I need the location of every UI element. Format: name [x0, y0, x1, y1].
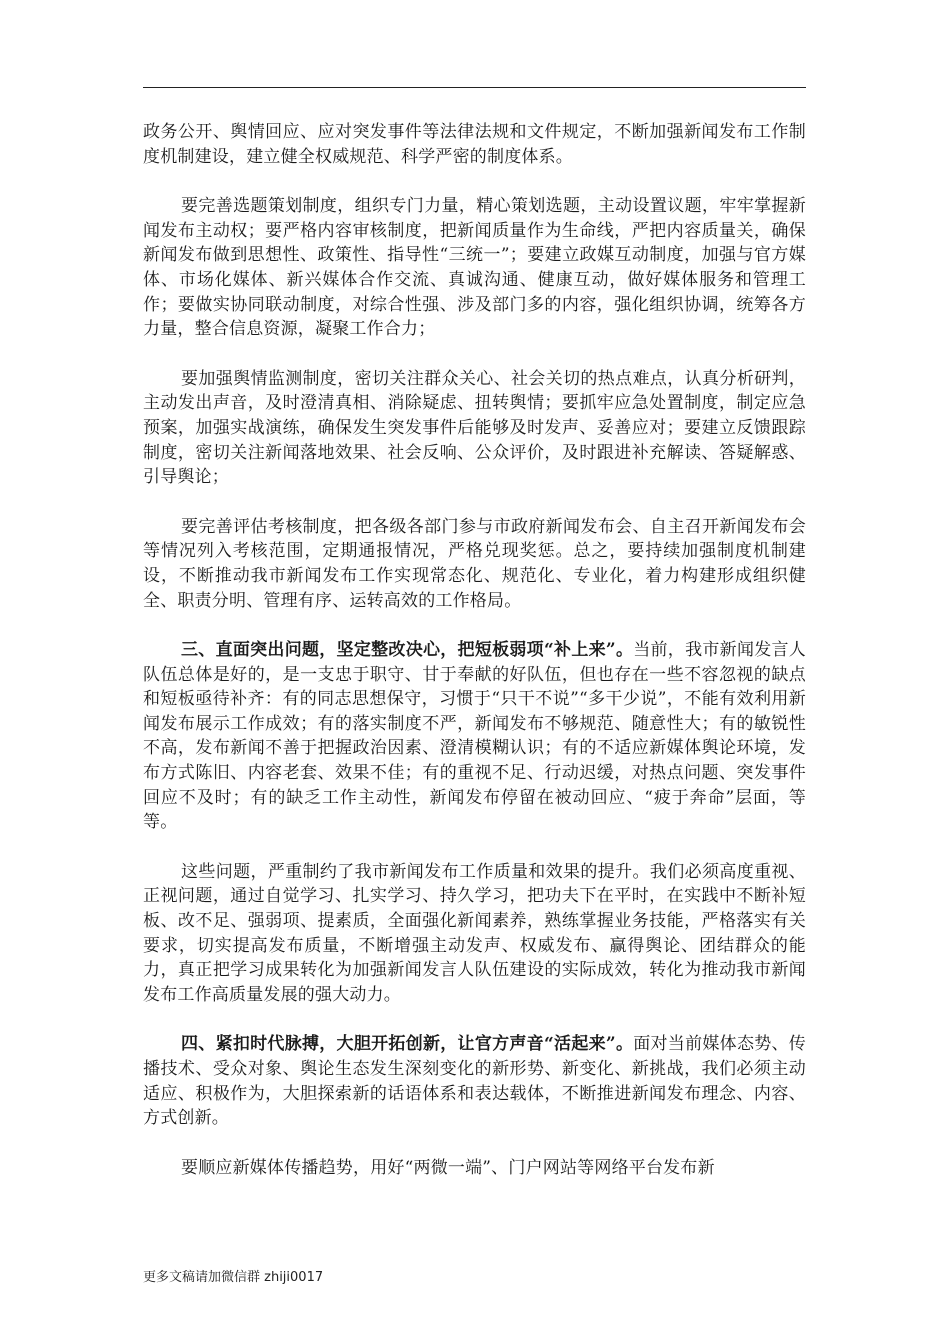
document-body — [143, 120, 806, 1180]
paragraph-text: 要完善选题策划制度，组织专门力量，精心策划选题，主动设置议题，牢牢掌握新闻发布主动权；要严格内容审核制度，把新闻质量作为生命线，严把内容质量关，确保新闻发布做到思想性、政策性、指导性“三统一”；要建立政媒互动制度，加强与官方媒体、市场化媒体、新兴媒体合作交流、真诚沟通、健康互动，做好媒体服务和管理工作；要做实协同联动制度，对综合性强、涉及部门多的内容，强化组织协调，统筹各方力量，整合信息资源，凝聚工作合力； — [143, 196, 806, 340]
section-heading-3: 三、直面突出问题，坚定整改决心，把短板弱项“补上来”。 — [181, 640, 634, 661]
paragraph-text: 要加强舆情监测制度，密切关注群众关心、社会关切的热点难点，认真分析研判，主动发出声音，及时澄清真相、消除疑虑、扭转舆情；要抓牢应急处置制度，制定应急预案，加强实战演练，确保发生突发事件后能够及时发声、妥善应对；要建立反馈跟踪制度，密切关注新闻落地效果、社会反响、公众评价，及时跟进补充解读、答疑解惑、引导舆论； — [143, 368, 806, 488]
paragraph-3 — [143, 367, 806, 490]
paragraph-text: 当前，我市新闻发言人队伍总体是好的，是一支忠于职守、甘于奉献的好队伍，但也存在一些不容忽视的缺点和短板亟待补齐：有的同志思想保守，习惯于“只干不说”“多干少说”，不能有效利用新闻发布展示工作成效；有的落实制度不严，新闻发布不够规范、随意性大；有的敏锐性不高，发布新闻不善于把握政治因素、澄清模糊认识；有的不适应新媒体舆论环境，发布方式陈旧、内容老套、效果不佳；有的重视不足、行动迟缓，对热点问题、突发事件回应不及时；有的缺乏工作主动性，新闻发布停留在被动回应、“疲于奔命”层面，等等。 — [143, 640, 806, 833]
paragraph-7 — [143, 1032, 806, 1130]
paragraph-6 — [143, 860, 806, 1008]
paragraph-text: 要顺应新媒体传播趋势，用好“两微一端”、门户网站等网络平台发布新 — [181, 1157, 715, 1178]
paragraph-5 — [143, 638, 806, 835]
header-rule — [143, 87, 806, 88]
paragraph-text: 面对当前媒体态势、传播技术、受众对象、舆论生态发生深刻变化的新形势、新变化、新挑战，我们必须主动适应、积极作为，大胆探索新的话语体系和表达载体，不断推进新闻发布理念、内容、方式创新。 — [143, 1034, 806, 1129]
paragraph-8 — [143, 1156, 806, 1181]
paragraph-2 — [143, 194, 806, 342]
paragraph-text: 政务公开、舆情回应、应对突发事件等法律法规和文件规定，不断加强新闻发布工作制度机制建设，建立健全权威规范、科学严密的制度体系。 — [143, 122, 806, 167]
paragraph-text: 要完善评估考核制度，把各级各部门参与市政府新闻发布会、自主召开新闻发布会等情况列入考核范围，定期通报情况，严格兑现奖惩。总之，要持续加强制度机制建设，不断推动我市新闻发布工作实现常态化、规范化、专业化，着力构建形成组织健全、职责分明、管理有序、运转高效的工作格局。 — [143, 516, 806, 611]
paragraph-1 — [143, 120, 806, 169]
paragraph-text: 这些问题，严重制约了我市新闻发布工作质量和效果的提升。我们必须高度重视、正视问题，通过自觉学习、扎实学习、持久学习，把功夫下在平时，在实践中不断补短板、改不足、强弱项、提素质，全面强化新闻素养，熟练掌握业务技能，严格落实有关要求，切实提高发布质量，不断增强主动发声、权威发布、赢得舆论、团结群众的能力，真正把学习成果转化为加强新闻发言人队伍建设的实际成效，转化为推动我市新闻发布工作高质量发展的强大动力。 — [143, 861, 806, 1005]
section-heading-4: 四、紧扣时代脉搏，大胆开拓创新，让官方声音“活起来”。 — [181, 1034, 634, 1055]
footer-note: 更多文稿请加微信群 zhiji0017 — [143, 1270, 324, 1285]
paragraph-4 — [143, 515, 806, 613]
